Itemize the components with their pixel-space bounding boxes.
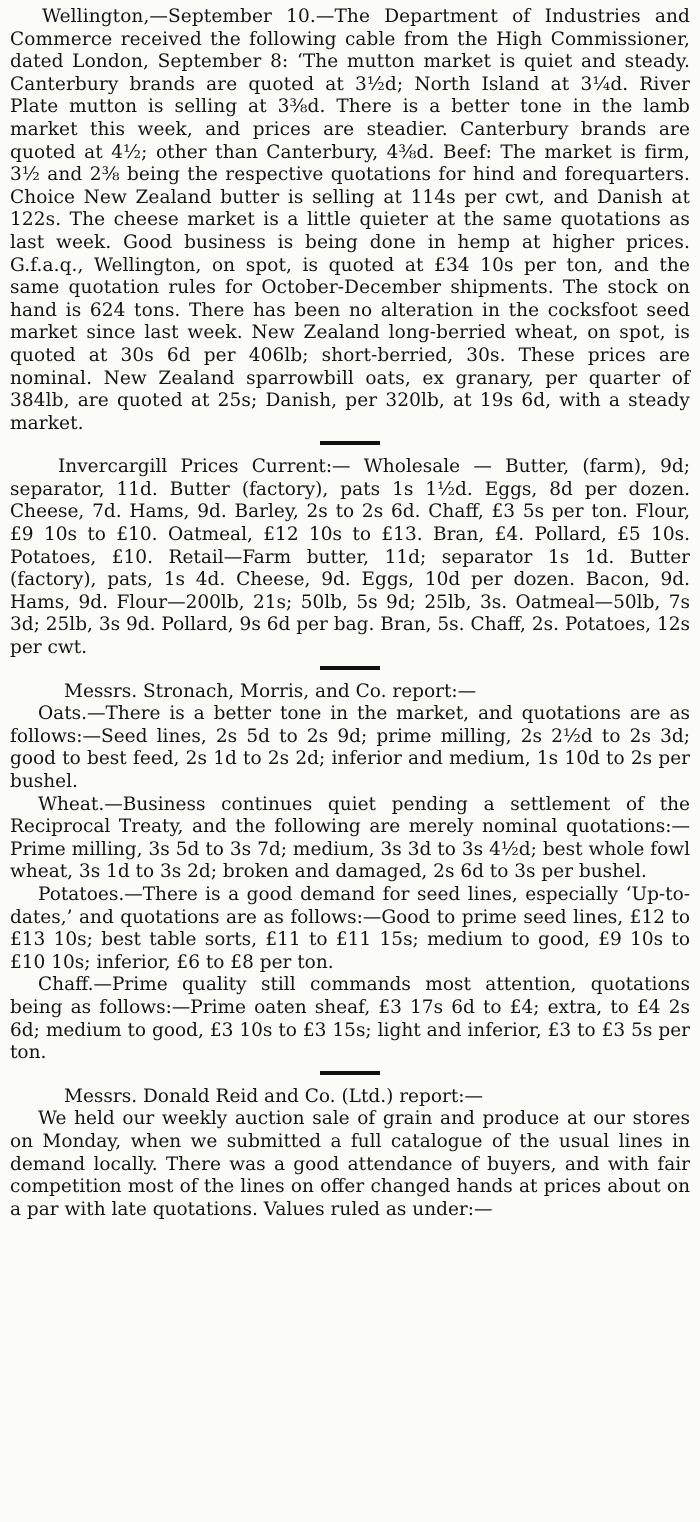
reid-report-heading: Messrs. Donald Reid and Co. (Ltd.) report:— bbox=[64, 1085, 483, 1107]
stronach-potatoes-paragraph: Potatoes.—There is a good demand for seed lines, especially ‘Up-to-dates,’ and quotations are as follows:—Good to prime seed lines, £12 to £13 10s; best table sorts, £11 to £11 15s; medium to good, £9 10s to £10 10s; inferior, £6 to £8 per ton. bbox=[10, 883, 690, 973]
section-divider bbox=[320, 1071, 380, 1075]
stronach-chaff-paragraph: Chaff.—Prime quality still commands most attention, quotations being as follows:—Prime oaten sheaf, £3 17s 6d to £4; extra, to £4 2s 6d; medium to good, £3 10s to £3 15s; light and inferior, £3 to £3 5s per ton. bbox=[10, 974, 690, 1064]
stronach-wheat-paragraph: Wheat.—Business continues quiet pending a settlement of the Reciprocal Treaty, and the following are merely nominal quotations:—Prime milling, 3s 5d to 3s 7d; medium, 3s 3d to 3s 4½d; best whole fowl wheat, 3s 1d to 3s 2d; broken and damaged, 2s 6d to 3s per bushel. bbox=[10, 793, 690, 883]
reid-auction-paragraph: We held our weekly auction sale of grain and produce at our stores on Monday, when we submitted a full catalogue of the usual lines in demand locally. There was a good attendance of buyers, and with fair competition most of the lines on offer changed hands at prices about on a par with late quotations. Values ruled as under:— bbox=[10, 1108, 690, 1220]
invercargill-prices-paragraph: Invercargill Prices Current:— Wholesale — Butter, (farm), 9d; separator, 11d. Butter (factory), pats 1s 1½d. Eggs, 8d per dozen. Cheese, 7d. Hams, 9d. Barley, 2s to 2s 6d. Chaff, £3 5s per ton. Flour, £9 10s to £10. Oatmeal, £12 10s to £13. Bran, £4. Pollard, £5 10s. Potatoes, £10. Retail—Farm butter, 11d; separator 1s 1d. Butter (factory), pats, 1s 4d. Cheese, 9d. Eggs, 10d per dozen. Bacon, 9d. Hams, 9d. Flour—200lb, 21s; 50lb, 5s 9d; 25lb, 3s. Oatmeal—50lb, 7s 3d; 25lb, 3s 9d. Pollard, 9s 6d per bag. Bran, 5s. Chaff, 2s. Potatoes, 12s per cwt. bbox=[10, 456, 690, 659]
stronach-report-heading: Messrs. Stronach, Morris, and Co. report:— bbox=[64, 680, 477, 702]
section-divider bbox=[320, 666, 380, 670]
wellington-cable-paragraph: Wellington,—September 10.—The Department of Industries and Commerce received the following cable from the High Commissioner, dated London, September 8: ‘The mutton market is quiet and steady. Canterbury brands are quoted at 3½d; North Island at 3¼d. River Plate mutton is selling at 3⅜d. There is a better tone in the lamb market this week, and prices are steadier. Canterbury brands are quoted at 4½; other than Canterbury, 4⅜d. Beef: The market is firm, 3½ and 2⅜ being the respective quotations for hind and forequarters. Choice New Zealand butter is selling at 114s per cwt, and Danish at 122s. The cheese market is a little quieter at the same quotations as last week. Good business is being done in hemp at higher prices. G.f.a.q., Wellington, on spot, is quoted at £34 10s per ton, and the same quotation rules for October-December shipments. The stock on hand is 624 tons. There has been no alteration in the cocksfoot seed market since last week. New Zealand long-berried wheat, on spot, is quoted at 30s 6d per 406lb; short-berried, 30s. These prices are nominal. New Zealand sparrowbill oats, ex granary, per quarter of 384lb, are quoted at 25s; Danish, per 320lb, at 19s 6d, with a steady market. bbox=[10, 6, 690, 434]
stronach-oats-paragraph: Oats.—There is a better tone in the market, and quotations are as follows:—Seed lines, 2s 5d to 2s 9d; prime milling, 2s 2½d to 2s 3d; good to best feed, 2s 1d to 2s 2d; inferior and medium, 1s 10d to 2s per bushel. bbox=[10, 703, 690, 792]
section-divider bbox=[320, 441, 380, 445]
